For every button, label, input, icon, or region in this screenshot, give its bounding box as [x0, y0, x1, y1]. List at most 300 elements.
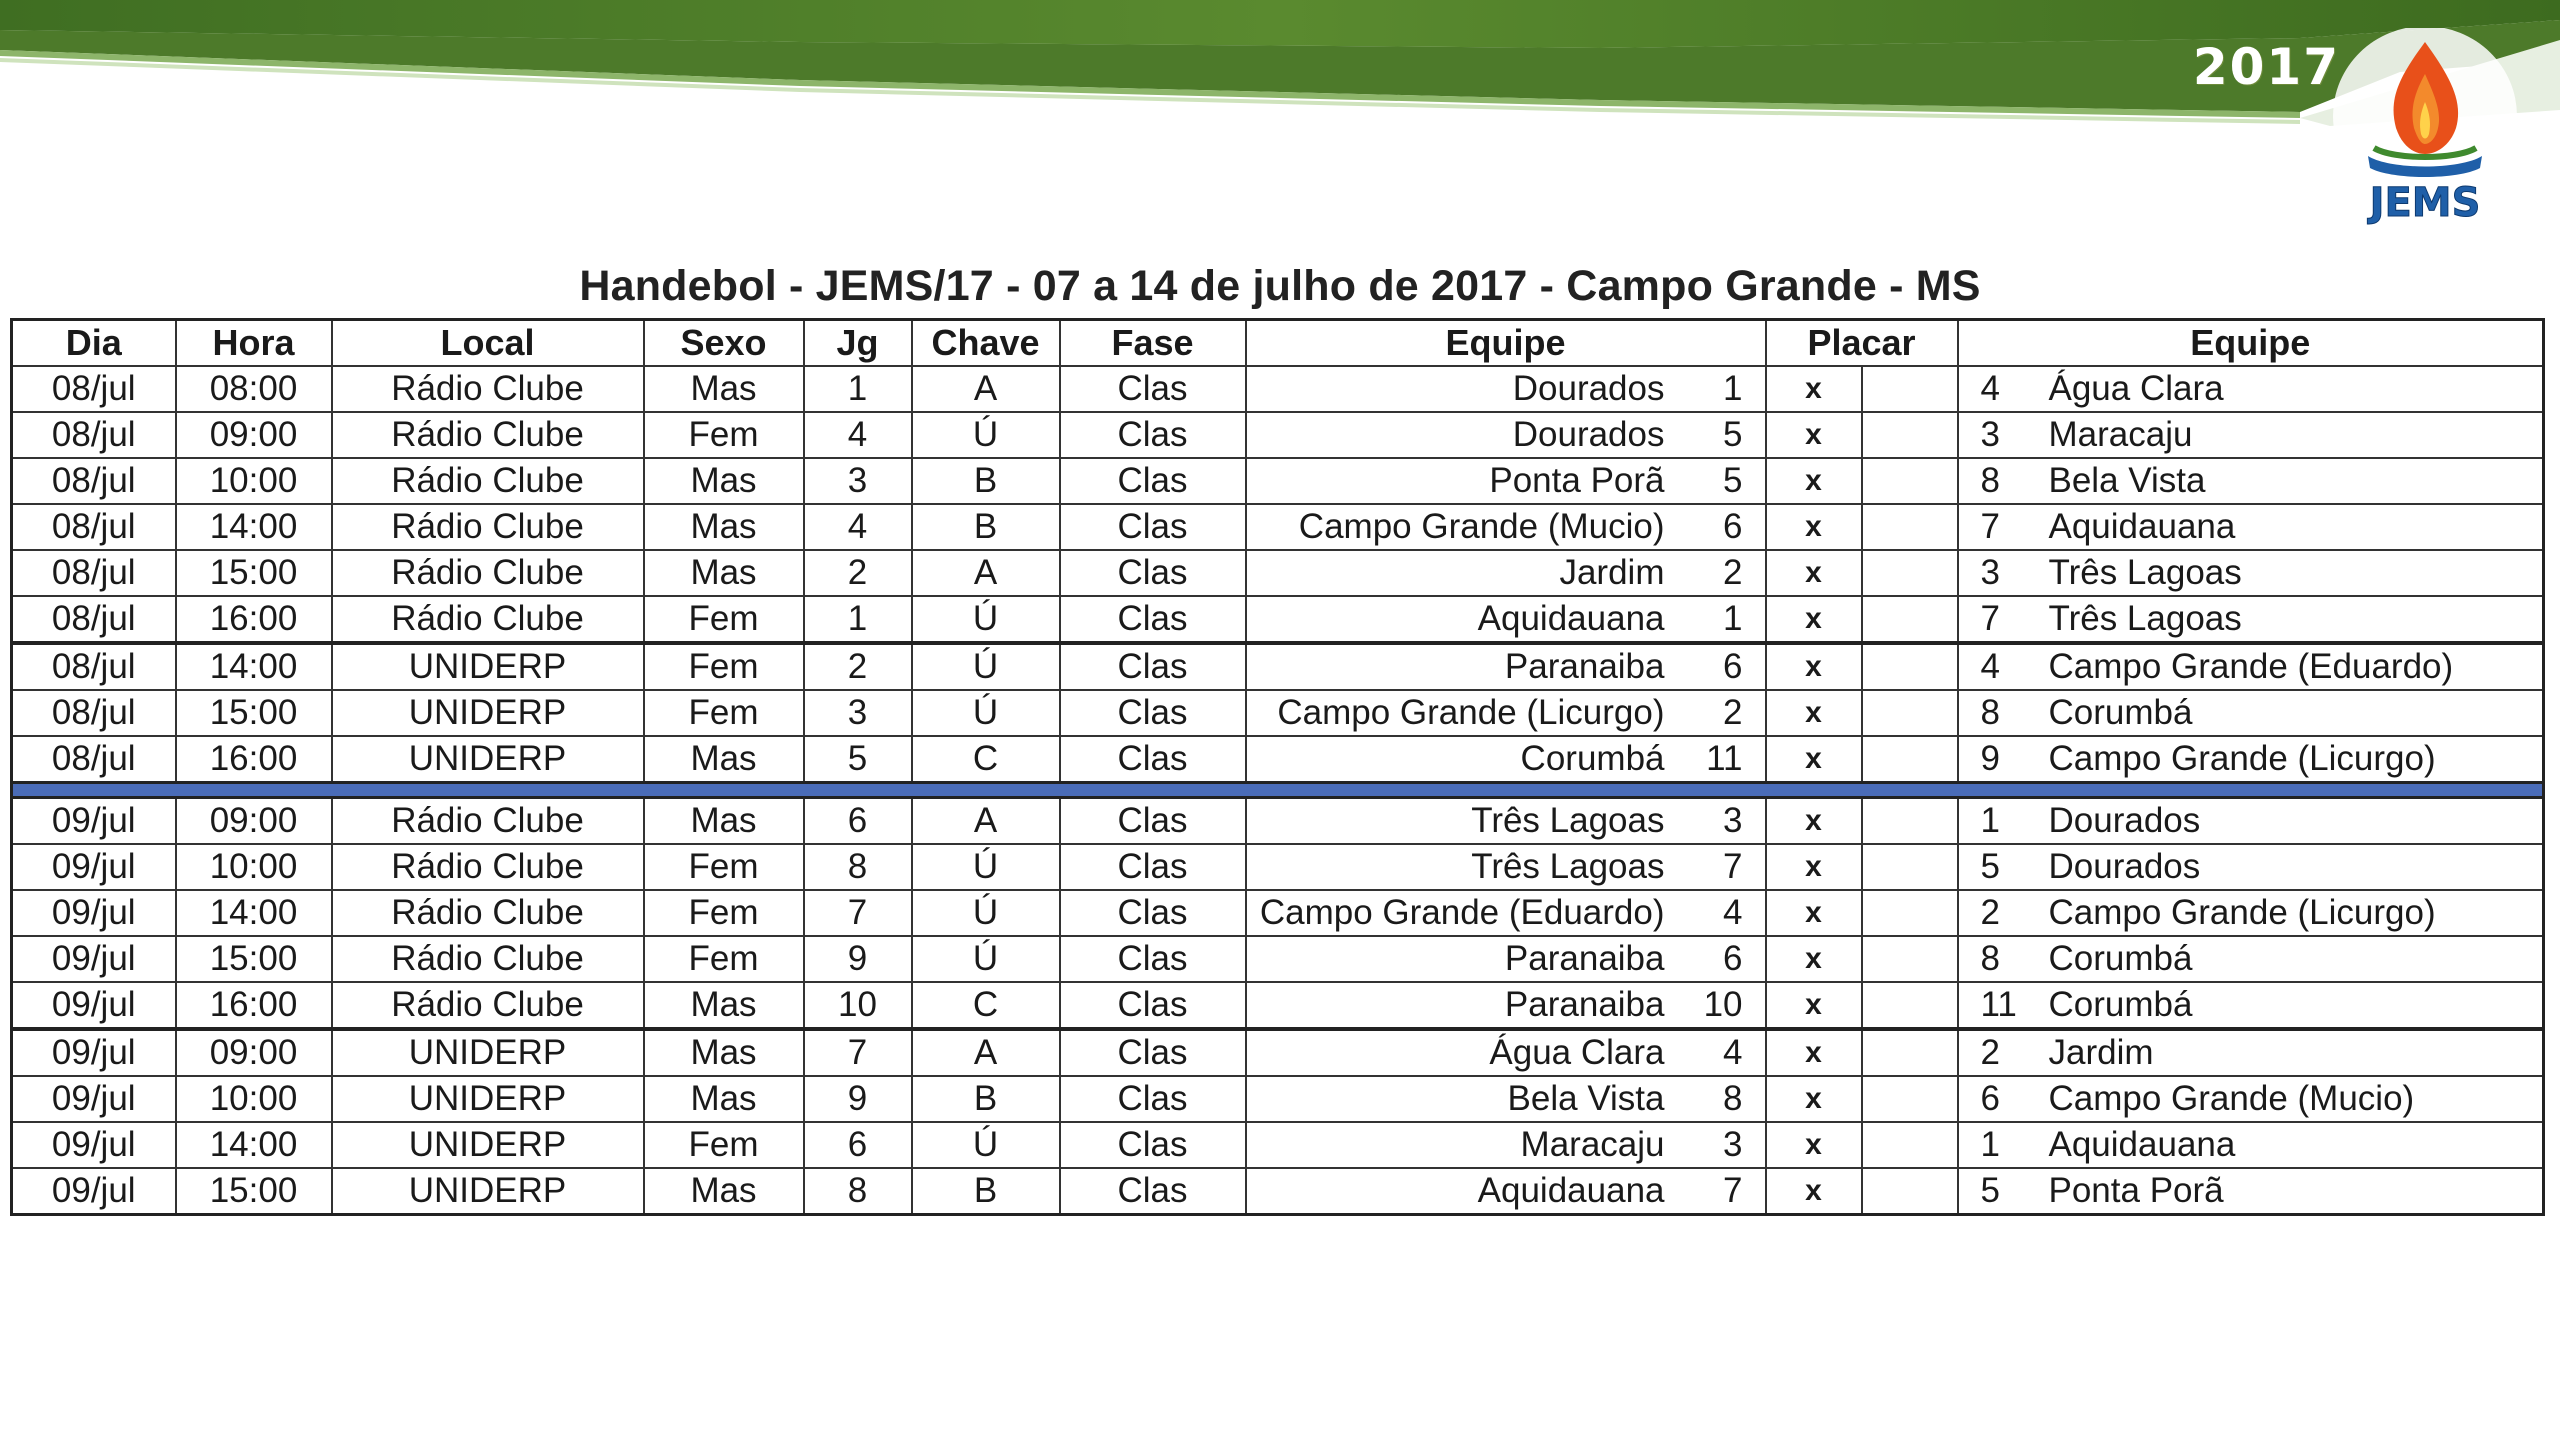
- col-equipe-home: Equipe: [1246, 320, 1766, 367]
- cell-local: Rádio Clube: [332, 412, 644, 458]
- table-row: [12, 412, 2544, 458]
- cell-jg: 8: [804, 1168, 912, 1215]
- cell-equipe-home: [1246, 1076, 1766, 1122]
- away-team-number: 6: [1980, 1079, 2000, 1118]
- cell-chave: Ú: [912, 890, 1060, 936]
- home-team-number: 5: [1723, 415, 1743, 454]
- table-row: [12, 798, 2544, 845]
- cell-fase: Clas: [1060, 504, 1246, 550]
- cell-placar-score: [1862, 1168, 1958, 1215]
- cell-hora: 16:00: [176, 982, 332, 1029]
- cell-chave: A: [912, 550, 1060, 596]
- cell-equipe-away: [1958, 643, 2544, 690]
- cell-equipe-home: [1246, 798, 1766, 845]
- cell-chave: Ú: [912, 690, 1060, 736]
- cell-dia: 08/jul: [12, 736, 176, 783]
- home-team-number: 4: [1723, 1033, 1743, 1072]
- home-team-name: Paranaiba: [1504, 647, 1665, 686]
- cell-placar-x: x: [1766, 1122, 1862, 1168]
- cell-placar-score: [1862, 643, 1958, 690]
- cell-chave: B: [912, 1168, 1060, 1215]
- away-team-name: Maracaju: [2048, 415, 2193, 454]
- cell-sexo: Mas: [644, 1168, 804, 1215]
- home-team-number: 11: [1706, 739, 1743, 778]
- cell-placar-x: x: [1766, 798, 1862, 845]
- cell-chave: A: [912, 366, 1060, 412]
- cell-equipe-home: [1246, 643, 1766, 690]
- cell-dia: 08/jul: [12, 690, 176, 736]
- home-team-name: Paranaiba: [1504, 985, 1665, 1024]
- cell-equipe-home: [1246, 890, 1766, 936]
- cell-local: Rádio Clube: [332, 596, 644, 643]
- home-team-name: Corumbá: [1520, 739, 1665, 778]
- cell-placar-score: [1862, 504, 1958, 550]
- cell-chave: Ú: [912, 596, 1060, 643]
- cell-local: UNIDERP: [332, 736, 644, 783]
- cell-local: UNIDERP: [332, 690, 644, 736]
- away-team-name: Água Clara: [2048, 369, 2224, 408]
- cell-equipe-away: [1958, 1168, 2544, 1215]
- away-team-name: Corumbá: [2048, 939, 2193, 978]
- cell-placar-score: [1862, 458, 1958, 504]
- away-team-number: 11: [1980, 985, 2017, 1024]
- cell-equipe-home: [1246, 366, 1766, 412]
- logo-text: JEMS: [2369, 180, 2481, 226]
- away-team-name: Corumbá: [2048, 985, 2193, 1024]
- away-team-name: Campo Grande (Mucio): [2048, 1079, 2415, 1118]
- home-team-number: 10: [1703, 985, 1743, 1024]
- cell-dia: 08/jul: [12, 550, 176, 596]
- cell-fase: Clas: [1060, 844, 1246, 890]
- cell-equipe-home: [1246, 982, 1766, 1029]
- schedule-body: [12, 366, 2544, 1215]
- home-team-number: 4: [1723, 893, 1743, 932]
- cell-placar-score: [1862, 366, 1958, 412]
- cell-dia: 08/jul: [12, 458, 176, 504]
- schedule-table: [10, 318, 2545, 1216]
- cell-placar-score: [1862, 798, 1958, 845]
- cell-hora: 14:00: [176, 643, 332, 690]
- away-team-number: 4: [1980, 369, 2000, 408]
- col-dia: Dia: [12, 320, 176, 367]
- cell-sexo: Mas: [644, 458, 804, 504]
- home-team-name: Campo Grande (Licurgo): [1277, 693, 1665, 732]
- cell-fase: Clas: [1060, 690, 1246, 736]
- col-sexo: Sexo: [644, 320, 804, 367]
- cell-placar-score: [1862, 690, 1958, 736]
- cell-local: UNIDERP: [332, 1076, 644, 1122]
- cell-placar-score: [1862, 1076, 1958, 1122]
- away-team-name: Campo Grande (Licurgo): [2048, 739, 2436, 778]
- table-row: [12, 1122, 2544, 1168]
- away-team-number: 8: [1980, 693, 2000, 732]
- cell-jg: 9: [804, 1076, 912, 1122]
- away-team-number: 2: [1980, 1033, 2000, 1072]
- cell-jg: 5: [804, 736, 912, 783]
- cell-jg: 1: [804, 596, 912, 643]
- cell-placar-x: x: [1766, 890, 1862, 936]
- cell-equipe-home: [1246, 412, 1766, 458]
- home-team-number: 1: [1723, 369, 1743, 408]
- home-team-name: Ponta Porã: [1489, 461, 1665, 500]
- cell-sexo: Mas: [644, 1076, 804, 1122]
- cell-placar-score: [1862, 982, 1958, 1029]
- cell-local: UNIDERP: [332, 1122, 644, 1168]
- cell-jg: 6: [804, 798, 912, 845]
- home-team-name: Maracaju: [1520, 1125, 1665, 1164]
- home-team-name: Campo Grande (Eduardo): [1259, 893, 1665, 932]
- cell-placar-score: [1862, 550, 1958, 596]
- cell-placar-x: x: [1766, 1029, 1862, 1076]
- away-team-number: 5: [1980, 1171, 2000, 1210]
- cell-sexo: Fem: [644, 890, 804, 936]
- away-team-number: 7: [1980, 507, 2000, 546]
- cell-equipe-home: [1246, 596, 1766, 643]
- away-team-name: Aquidauana: [2048, 507, 2236, 546]
- cell-jg: 7: [804, 1029, 912, 1076]
- cell-local: UNIDERP: [332, 643, 644, 690]
- cell-equipe-away: [1958, 412, 2544, 458]
- cell-local: Rádio Clube: [332, 982, 644, 1029]
- cell-local: Rádio Clube: [332, 366, 644, 412]
- cell-local: Rádio Clube: [332, 844, 644, 890]
- cell-equipe-away: [1958, 844, 2544, 890]
- home-team-name: Água Clara: [1489, 1033, 1665, 1072]
- cell-sexo: Fem: [644, 412, 804, 458]
- cell-chave: Ú: [912, 643, 1060, 690]
- table-row: [12, 643, 2544, 690]
- away-team-number: 2: [1980, 893, 2000, 932]
- cell-jg: 7: [804, 890, 912, 936]
- cell-hora: 08:00: [176, 366, 332, 412]
- cell-equipe-home: [1246, 844, 1766, 890]
- away-team-name: Dourados: [2048, 847, 2201, 886]
- cell-equipe-away: [1958, 458, 2544, 504]
- home-team-number: 6: [1723, 647, 1743, 686]
- col-hora: Hora: [176, 320, 332, 367]
- away-team-name: Três Lagoas: [2048, 599, 2242, 638]
- cell-placar-x: x: [1766, 458, 1862, 504]
- home-team-name: Aquidauana: [1477, 599, 1665, 638]
- cell-equipe-home: [1246, 550, 1766, 596]
- home-team-number: 2: [1723, 693, 1743, 732]
- home-team-number: 3: [1723, 801, 1743, 840]
- home-team-name: Três Lagoas: [1471, 847, 1665, 886]
- cell-jg: 4: [804, 504, 912, 550]
- day-separator: [12, 783, 2544, 798]
- cell-placar-x: x: [1766, 936, 1862, 982]
- cell-placar-score: [1862, 844, 1958, 890]
- home-team-name: Três Lagoas: [1471, 801, 1665, 840]
- cell-equipe-away: [1958, 596, 2544, 643]
- cell-dia: 09/jul: [12, 1029, 176, 1076]
- cell-hora: 09:00: [176, 798, 332, 845]
- header-banner: [0, 0, 2560, 240]
- away-team-name: Corumbá: [2048, 693, 2193, 732]
- away-team-number: 8: [1980, 461, 2000, 500]
- away-team-name: Três Lagoas: [2048, 553, 2242, 592]
- cell-sexo: Fem: [644, 844, 804, 890]
- cell-equipe-away: [1958, 504, 2544, 550]
- away-team-name: Dourados: [2048, 801, 2201, 840]
- cell-dia: 09/jul: [12, 1122, 176, 1168]
- cell-hora: 14:00: [176, 890, 332, 936]
- cell-sexo: Mas: [644, 550, 804, 596]
- home-team-number: 5: [1723, 461, 1743, 500]
- cell-sexo: Mas: [644, 504, 804, 550]
- cell-sexo: Fem: [644, 936, 804, 982]
- cell-hora: 09:00: [176, 1029, 332, 1076]
- cell-placar-x: x: [1766, 550, 1862, 596]
- cell-dia: 08/jul: [12, 504, 176, 550]
- cell-equipe-home: [1246, 504, 1766, 550]
- cell-chave: Ú: [912, 412, 1060, 458]
- cell-fase: Clas: [1060, 412, 1246, 458]
- cell-local: Rádio Clube: [332, 936, 644, 982]
- away-team-number: 8: [1980, 939, 2000, 978]
- table-row: [12, 844, 2544, 890]
- col-placar: Placar: [1766, 320, 1958, 367]
- cell-placar-score: [1862, 412, 1958, 458]
- cell-fase: Clas: [1060, 458, 1246, 504]
- col-chave: Chave: [912, 320, 1060, 367]
- cell-sexo: Mas: [644, 798, 804, 845]
- cell-placar-x: x: [1766, 690, 1862, 736]
- table-row: [12, 690, 2544, 736]
- cell-dia: 08/jul: [12, 412, 176, 458]
- cell-placar-x: x: [1766, 1168, 1862, 1215]
- cell-placar-x: x: [1766, 504, 1862, 550]
- cell-sexo: Fem: [644, 643, 804, 690]
- cell-placar-x: x: [1766, 643, 1862, 690]
- cell-dia: 09/jul: [12, 936, 176, 982]
- away-team-name: Jardim: [2048, 1033, 2154, 1072]
- cell-equipe-away: [1958, 1076, 2544, 1122]
- cell-local: Rádio Clube: [332, 890, 644, 936]
- cell-dia: 09/jul: [12, 798, 176, 845]
- table-row: [12, 936, 2544, 982]
- cell-chave: B: [912, 458, 1060, 504]
- cell-fase: Clas: [1060, 798, 1246, 845]
- cell-hora: 09:00: [176, 412, 332, 458]
- cell-equipe-away: [1958, 936, 2544, 982]
- table-row: [12, 504, 2544, 550]
- cell-equipe-home: [1246, 1168, 1766, 1215]
- cell-local: UNIDERP: [332, 1168, 644, 1215]
- cell-fase: Clas: [1060, 890, 1246, 936]
- away-team-name: Ponta Porã: [2048, 1171, 2224, 1210]
- table-row: [12, 366, 2544, 412]
- cell-local: Rádio Clube: [332, 550, 644, 596]
- cell-placar-score: [1862, 596, 1958, 643]
- cell-dia: 09/jul: [12, 890, 176, 936]
- away-team-number: 9: [1980, 739, 2000, 778]
- cell-jg: 2: [804, 550, 912, 596]
- col-jg: Jg: [804, 320, 912, 367]
- cell-chave: Ú: [912, 936, 1060, 982]
- cell-hora: 14:00: [176, 504, 332, 550]
- cell-dia: 08/jul: [12, 596, 176, 643]
- cell-fase: Clas: [1060, 1168, 1246, 1215]
- cell-equipe-away: [1958, 890, 2544, 936]
- cell-local: UNIDERP: [332, 1029, 644, 1076]
- cell-sexo: Mas: [644, 1029, 804, 1076]
- away-team-name: Campo Grande (Licurgo): [2048, 893, 2436, 932]
- cell-placar-x: x: [1766, 412, 1862, 458]
- cell-placar-x: x: [1766, 366, 1862, 412]
- cell-equipe-home: [1246, 936, 1766, 982]
- home-team-number: 3: [1723, 1125, 1743, 1164]
- cell-fase: Clas: [1060, 366, 1246, 412]
- cell-dia: 08/jul: [12, 643, 176, 690]
- cell-hora: 10:00: [176, 458, 332, 504]
- cell-placar-score: [1862, 890, 1958, 936]
- cell-hora: 14:00: [176, 1122, 332, 1168]
- table-row: [12, 458, 2544, 504]
- cell-dia: 09/jul: [12, 982, 176, 1029]
- home-team-number: 1: [1723, 599, 1743, 638]
- cell-equipe-away: [1958, 798, 2544, 845]
- cell-sexo: Mas: [644, 736, 804, 783]
- cell-chave: C: [912, 736, 1060, 783]
- cell-hora: 15:00: [176, 550, 332, 596]
- away-team-number: 4: [1980, 647, 2000, 686]
- cell-jg: 1: [804, 366, 912, 412]
- cell-chave: A: [912, 1029, 1060, 1076]
- cell-jg: 8: [804, 844, 912, 890]
- day-separator-bar: [12, 783, 2544, 798]
- cell-placar-x: x: [1766, 1076, 1862, 1122]
- home-team-name: Aquidauana: [1477, 1171, 1665, 1210]
- cell-dia: 08/jul: [12, 366, 176, 412]
- home-team-number: 7: [1723, 1171, 1743, 1210]
- col-equipe-away: Equipe: [1958, 320, 2544, 367]
- cell-fase: Clas: [1060, 550, 1246, 596]
- cell-placar-x: x: [1766, 596, 1862, 643]
- home-team-name: Paranaiba: [1504, 939, 1665, 978]
- cell-hora: 16:00: [176, 736, 332, 783]
- cell-hora: 15:00: [176, 690, 332, 736]
- cell-jg: 6: [804, 1122, 912, 1168]
- cell-fase: Clas: [1060, 643, 1246, 690]
- cell-placar-x: x: [1766, 844, 1862, 890]
- cell-equipe-away: [1958, 736, 2544, 783]
- table-row: [12, 736, 2544, 783]
- table-row: [12, 1168, 2544, 1215]
- cell-jg: 3: [804, 458, 912, 504]
- table-row: [12, 982, 2544, 1029]
- home-team-number: 6: [1723, 939, 1743, 978]
- cell-jg: 4: [804, 412, 912, 458]
- cell-jg: 9: [804, 936, 912, 982]
- cell-hora: 10:00: [176, 1076, 332, 1122]
- cell-hora: 15:00: [176, 1168, 332, 1215]
- home-team-name: Bela Vista: [1507, 1079, 1665, 1118]
- cell-local: Rádio Clube: [332, 504, 644, 550]
- away-team-number: 7: [1980, 599, 2000, 638]
- cell-equipe-away: [1958, 982, 2544, 1029]
- cell-fase: Clas: [1060, 1076, 1246, 1122]
- cell-equipe-away: [1958, 1029, 2544, 1076]
- away-team-name: Bela Vista: [2048, 461, 2206, 500]
- cell-placar-x: x: [1766, 736, 1862, 783]
- away-team-name: Aquidauana: [2048, 1125, 2236, 1164]
- cell-chave: Ú: [912, 844, 1060, 890]
- cell-fase: Clas: [1060, 1029, 1246, 1076]
- cell-equipe-away: [1958, 366, 2544, 412]
- cell-placar-score: [1862, 936, 1958, 982]
- cell-jg: 10: [804, 982, 912, 1029]
- home-team-number: 8: [1723, 1079, 1743, 1118]
- home-team-number: 2: [1723, 553, 1743, 592]
- header-row: [12, 320, 2544, 367]
- away-team-number: 5: [1980, 847, 2000, 886]
- cell-equipe-away: [1958, 1122, 2544, 1168]
- cell-equipe-home: [1246, 1122, 1766, 1168]
- cell-sexo: Fem: [644, 1122, 804, 1168]
- home-team-name: Campo Grande (Mucio): [1298, 507, 1665, 546]
- cell-placar-x: x: [1766, 982, 1862, 1029]
- away-team-number: 3: [1980, 553, 2000, 592]
- year-label: 2017: [2192, 38, 2340, 96]
- jems-logo: [2330, 28, 2520, 228]
- cell-jg: 2: [804, 643, 912, 690]
- cell-fase: Clas: [1060, 982, 1246, 1029]
- cell-sexo: Mas: [644, 366, 804, 412]
- cell-sexo: Mas: [644, 982, 804, 1029]
- cell-chave: A: [912, 798, 1060, 845]
- home-team-name: Jardim: [1559, 553, 1665, 592]
- cell-equipe-away: [1958, 550, 2544, 596]
- cell-placar-score: [1862, 1122, 1958, 1168]
- cell-local: Rádio Clube: [332, 798, 644, 845]
- cell-dia: 09/jul: [12, 844, 176, 890]
- cell-placar-score: [1862, 1029, 1958, 1076]
- col-local: Local: [332, 320, 644, 367]
- table-row: [12, 550, 2544, 596]
- cell-equipe-home: [1246, 690, 1766, 736]
- away-team-number: 1: [1980, 1125, 2000, 1164]
- home-team-number: 6: [1723, 507, 1743, 546]
- away-team-number: 3: [1980, 415, 2000, 454]
- cell-dia: 09/jul: [12, 1168, 176, 1215]
- cell-sexo: Fem: [644, 596, 804, 643]
- cell-equipe-home: [1246, 736, 1766, 783]
- cell-hora: 10:00: [176, 844, 332, 890]
- cell-chave: C: [912, 982, 1060, 1029]
- cell-fase: Clas: [1060, 596, 1246, 643]
- cell-fase: Clas: [1060, 736, 1246, 783]
- cell-chave: Ú: [912, 1122, 1060, 1168]
- away-team-number: 1: [1980, 801, 2000, 840]
- cell-hora: 16:00: [176, 596, 332, 643]
- cell-equipe-away: [1958, 690, 2544, 736]
- table-row: [12, 1029, 2544, 1076]
- cell-sexo: Fem: [644, 690, 804, 736]
- document-title: Handebol - JEMS/17 - 07 a 14 de julho de 2017 - Campo Grande - MS: [579, 262, 1981, 310]
- away-team-name: Campo Grande (Eduardo): [2048, 647, 2454, 686]
- home-team-name: Dourados: [1512, 369, 1665, 408]
- home-team-number: 7: [1723, 847, 1743, 886]
- cell-fase: Clas: [1060, 1122, 1246, 1168]
- cell-chave: B: [912, 1076, 1060, 1122]
- cell-hora: 15:00: [176, 936, 332, 982]
- cell-placar-score: [1862, 736, 1958, 783]
- cell-equipe-home: [1246, 1029, 1766, 1076]
- cell-fase: Clas: [1060, 936, 1246, 982]
- table-row: [12, 596, 2544, 643]
- cell-chave: B: [912, 504, 1060, 550]
